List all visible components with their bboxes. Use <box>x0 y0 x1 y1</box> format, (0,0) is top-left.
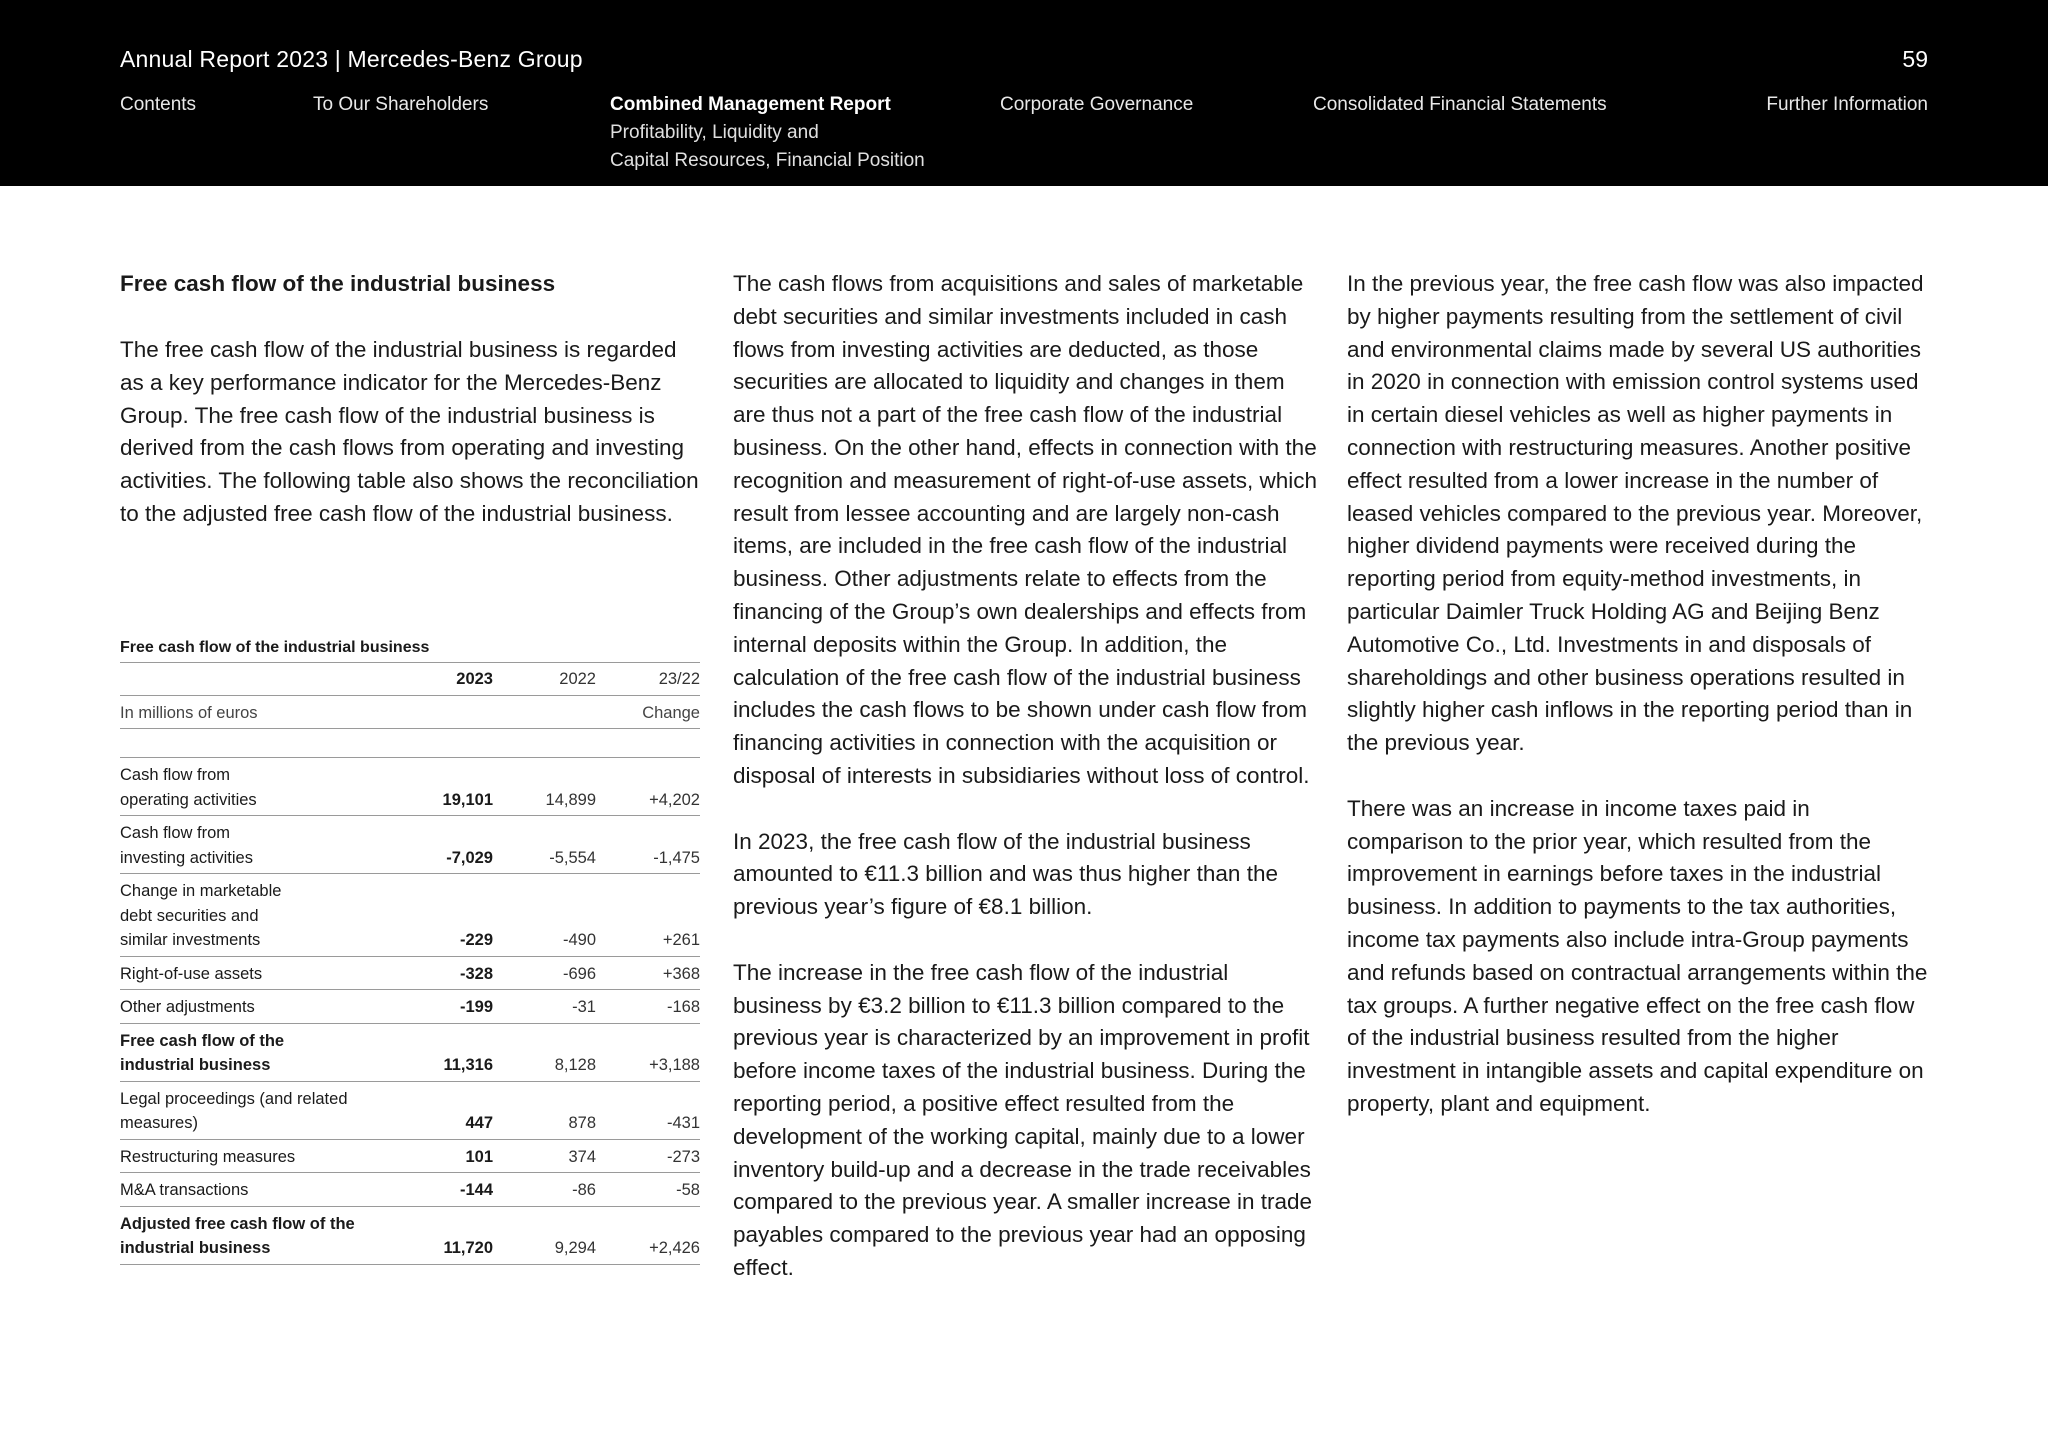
value-2023: 11,316 <box>420 1023 493 1081</box>
value-change: +3,188 <box>596 1023 700 1081</box>
row-label <box>120 1081 420 1139</box>
table-row <box>120 1081 700 1139</box>
page-number: 59 <box>1902 46 1928 72</box>
value-2023: 19,101 <box>420 758 493 816</box>
value-2023: -199 <box>420 990 493 1024</box>
value-change: +4,202 <box>596 758 700 816</box>
table-row <box>120 990 700 1024</box>
value-change: +261 <box>596 874 700 957</box>
right-paragraph-1: In the previous year, the free cash flow was also impacted by higher payments resulting from the settlement of civil and environmental claims made by several US authorities in 2020 in connection with emission control systems used in certain diesel vehicles as well as higher payments in connection with restructuring measures. Another positive effect resulted from a lower increase in the number of leased vehicles compared to the previous year. Moreover, higher dividend payments were received during the reporting period from equity-method investments, in particular Daimler Truck Holding AG and Beijing Benz Automotive Co., Ltd. Investments in and disposals of shareholdings and other business operations resulted in slightly higher cash inflows in the reporting period than in the previous year. <box>1347 271 1924 756</box>
row-label <box>120 1206 420 1264</box>
table-spacer-row <box>120 729 700 758</box>
middle-paragraph-3: The increase in the free cash flow of the industrial business by €3.2 billion to €11.3 billion compared to the previous year is characterized by an improvement in profit before income taxes of the industrial business. During the reporting period, a positive effect resulted from the development of the working capital, mainly due to a lower inventory build-up and a decrease in the trade receivables compared to the previous year. A smaller increase in trade payables compared to the previous year had an opposing effect. <box>733 959 1313 1280</box>
col-header-2022: 2022 <box>493 663 596 695</box>
row-label <box>120 990 420 1024</box>
row-label-line: investing activities <box>120 848 253 867</box>
value-2023: -7,029 <box>420 816 493 874</box>
value-change: -273 <box>596 1139 700 1173</box>
value-change: -58 <box>596 1173 700 1207</box>
row-label-line: M&A transactions <box>120 1181 249 1199</box>
table-row <box>120 758 700 816</box>
value-2022: -696 <box>493 956 596 990</box>
row-label-line: Cash flow from <box>120 824 231 842</box>
row-label-line: Change in marketable <box>120 882 282 900</box>
row-label-line: industrial business <box>120 1056 271 1074</box>
value-2023: -229 <box>420 874 493 957</box>
value-change: -168 <box>596 990 700 1024</box>
value-change: -431 <box>596 1081 700 1139</box>
report-title: Annual Report 2023 | Mercedes-Benz Group <box>120 46 583 72</box>
row-label-line: measures) <box>120 1114 198 1132</box>
section-title: Free cash flow of the industrial business <box>120 271 556 296</box>
middle-paragraph-1: The cash flows from acquisitions and sales of marketable debt securities and similar investments included in cash flows from investing activities are deducted, as those securities are allocated to liquidity and changes in them are thus not a part of the free cash flow of the industrial business. On the other hand, effects in connection with the recognition and measurement of right-of-use assets, which result from lessee accounting and are largely non-cash items, are included in the free cash flow of the industrial business. Other adjustments relate to effects from the financing of the Group’s own dealerships and effects from internal deposits within the Group. In addition, the calculation of the free cash flow of the industrial business includes the cash flows to be shown under cash flow from financing activities in connection with the acquisition or disposal of interests in subsidiaries without loss of control. <box>733 271 1318 788</box>
value-change: +2,426 <box>596 1206 700 1264</box>
row-label <box>120 874 420 957</box>
value-2023: 447 <box>420 1081 493 1139</box>
value-2022: 9,294 <box>493 1206 596 1264</box>
intro-paragraph: The free cash flow of the industrial business is regarded as a key performance indicator for the Mercedes-Benz Group. The free cash flow of the industrial business is derived from the cash flows from operating and investing activities. The following table also shows the reconciliation to the adjusted free cash flow of the industrial business. <box>120 337 699 526</box>
table-row <box>120 1023 700 1081</box>
nav-contents[interactable]: Contents <box>120 94 197 115</box>
free-cash-flow-table <box>120 636 700 1265</box>
value-2022: 374 <box>493 1139 596 1173</box>
table-row <box>120 816 700 874</box>
table-unit-row <box>120 695 700 729</box>
right-column <box>1347 268 1932 1154</box>
value-2022: 8,128 <box>493 1023 596 1081</box>
table-row <box>120 1139 700 1173</box>
row-label-line: similar investments <box>120 931 261 949</box>
row-label-line: debt securities and <box>120 906 259 925</box>
table-header-row <box>120 663 700 695</box>
nav-cmr-subsection-line1[interactable]: Profitability, Liquidity and <box>610 122 819 143</box>
col-header-2023: 2023 <box>420 663 493 695</box>
middle-paragraph-2: In 2023, the free cash flow of the industrial business amounted to €11.3 billion and was thus higher than the previous year’s figure of €8.1 billion. <box>733 828 1278 920</box>
row-label-line: Restructuring measures <box>120 1147 296 1166</box>
table-row <box>120 956 700 990</box>
nav-corporate-governance[interactable]: Corporate Governance <box>1000 94 1194 115</box>
row-label-line: Adjusted free cash flow of the <box>120 1214 355 1233</box>
row-label-line: Cash flow from <box>120 766 231 784</box>
row-label-line: Other adjustments <box>120 998 255 1016</box>
row-label-line: operating activities <box>120 790 257 809</box>
row-label-line: Legal proceedings (and related <box>120 1089 348 1108</box>
value-change: -1,475 <box>596 816 700 874</box>
row-label <box>120 1173 420 1207</box>
unit-label: In millions of euros <box>120 695 420 729</box>
nav-further-information[interactable]: Further Information <box>1766 94 1928 115</box>
value-2022: 14,899 <box>493 758 596 816</box>
page-header <box>0 0 2048 186</box>
value-2022: -31 <box>493 990 596 1024</box>
value-2022: -5,554 <box>493 816 596 874</box>
row-label <box>120 1023 420 1081</box>
row-label <box>120 956 420 990</box>
table-row <box>120 1173 700 1207</box>
value-change: +368 <box>596 956 700 990</box>
change-label: Change <box>596 695 700 729</box>
nav-cmr-subsection-line2[interactable]: Capital Resources, Financial Position <box>610 150 925 171</box>
nav-to-our-shareholders[interactable]: To Our Shareholders <box>313 94 489 115</box>
col-header-change: 23/22 <box>596 663 700 695</box>
nav-cmr-label: Combined Management Report <box>610 94 891 115</box>
value-2023: 11,720 <box>420 1206 493 1264</box>
value-2023: -328 <box>420 956 493 990</box>
table-title: Free cash flow of the industrial business <box>120 636 700 663</box>
value-2023: 101 <box>420 1139 493 1173</box>
table-body <box>120 663 700 1264</box>
row-label-line: Free cash flow of the <box>120 1031 285 1050</box>
right-paragraph-2: There was an increase in income taxes paid in comparison to the prior year, which resulted from the improvement in earnings before taxes in the industrial business. In addition to payments to the tax authorities, income tax payments also include intra-Group payments and refunds based on contractual arrangements within the tax groups. A further negative effect on the free cash flow of the industrial business resulted from the higher investment in intangible assets and capital expenditure on property, plant and equipment. <box>1347 795 1928 1116</box>
value-2022: -490 <box>493 874 596 957</box>
row-label <box>120 758 420 816</box>
table-row <box>120 1206 700 1264</box>
row-label-line: industrial business <box>120 1239 271 1257</box>
nav-combined-management-report[interactable] <box>610 91 925 175</box>
middle-column <box>733 268 1318 1318</box>
value-2023: -144 <box>420 1173 493 1207</box>
row-label-line: Right-of-use assets <box>120 964 263 983</box>
value-2022: 878 <box>493 1081 596 1139</box>
row-label <box>120 1139 420 1173</box>
nav-consolidated-financial-statements[interactable]: Consolidated Financial Statements <box>1313 94 1607 115</box>
value-2022: -86 <box>493 1173 596 1207</box>
row-label <box>120 816 420 874</box>
table-row <box>120 874 700 957</box>
intro-column <box>120 334 705 564</box>
